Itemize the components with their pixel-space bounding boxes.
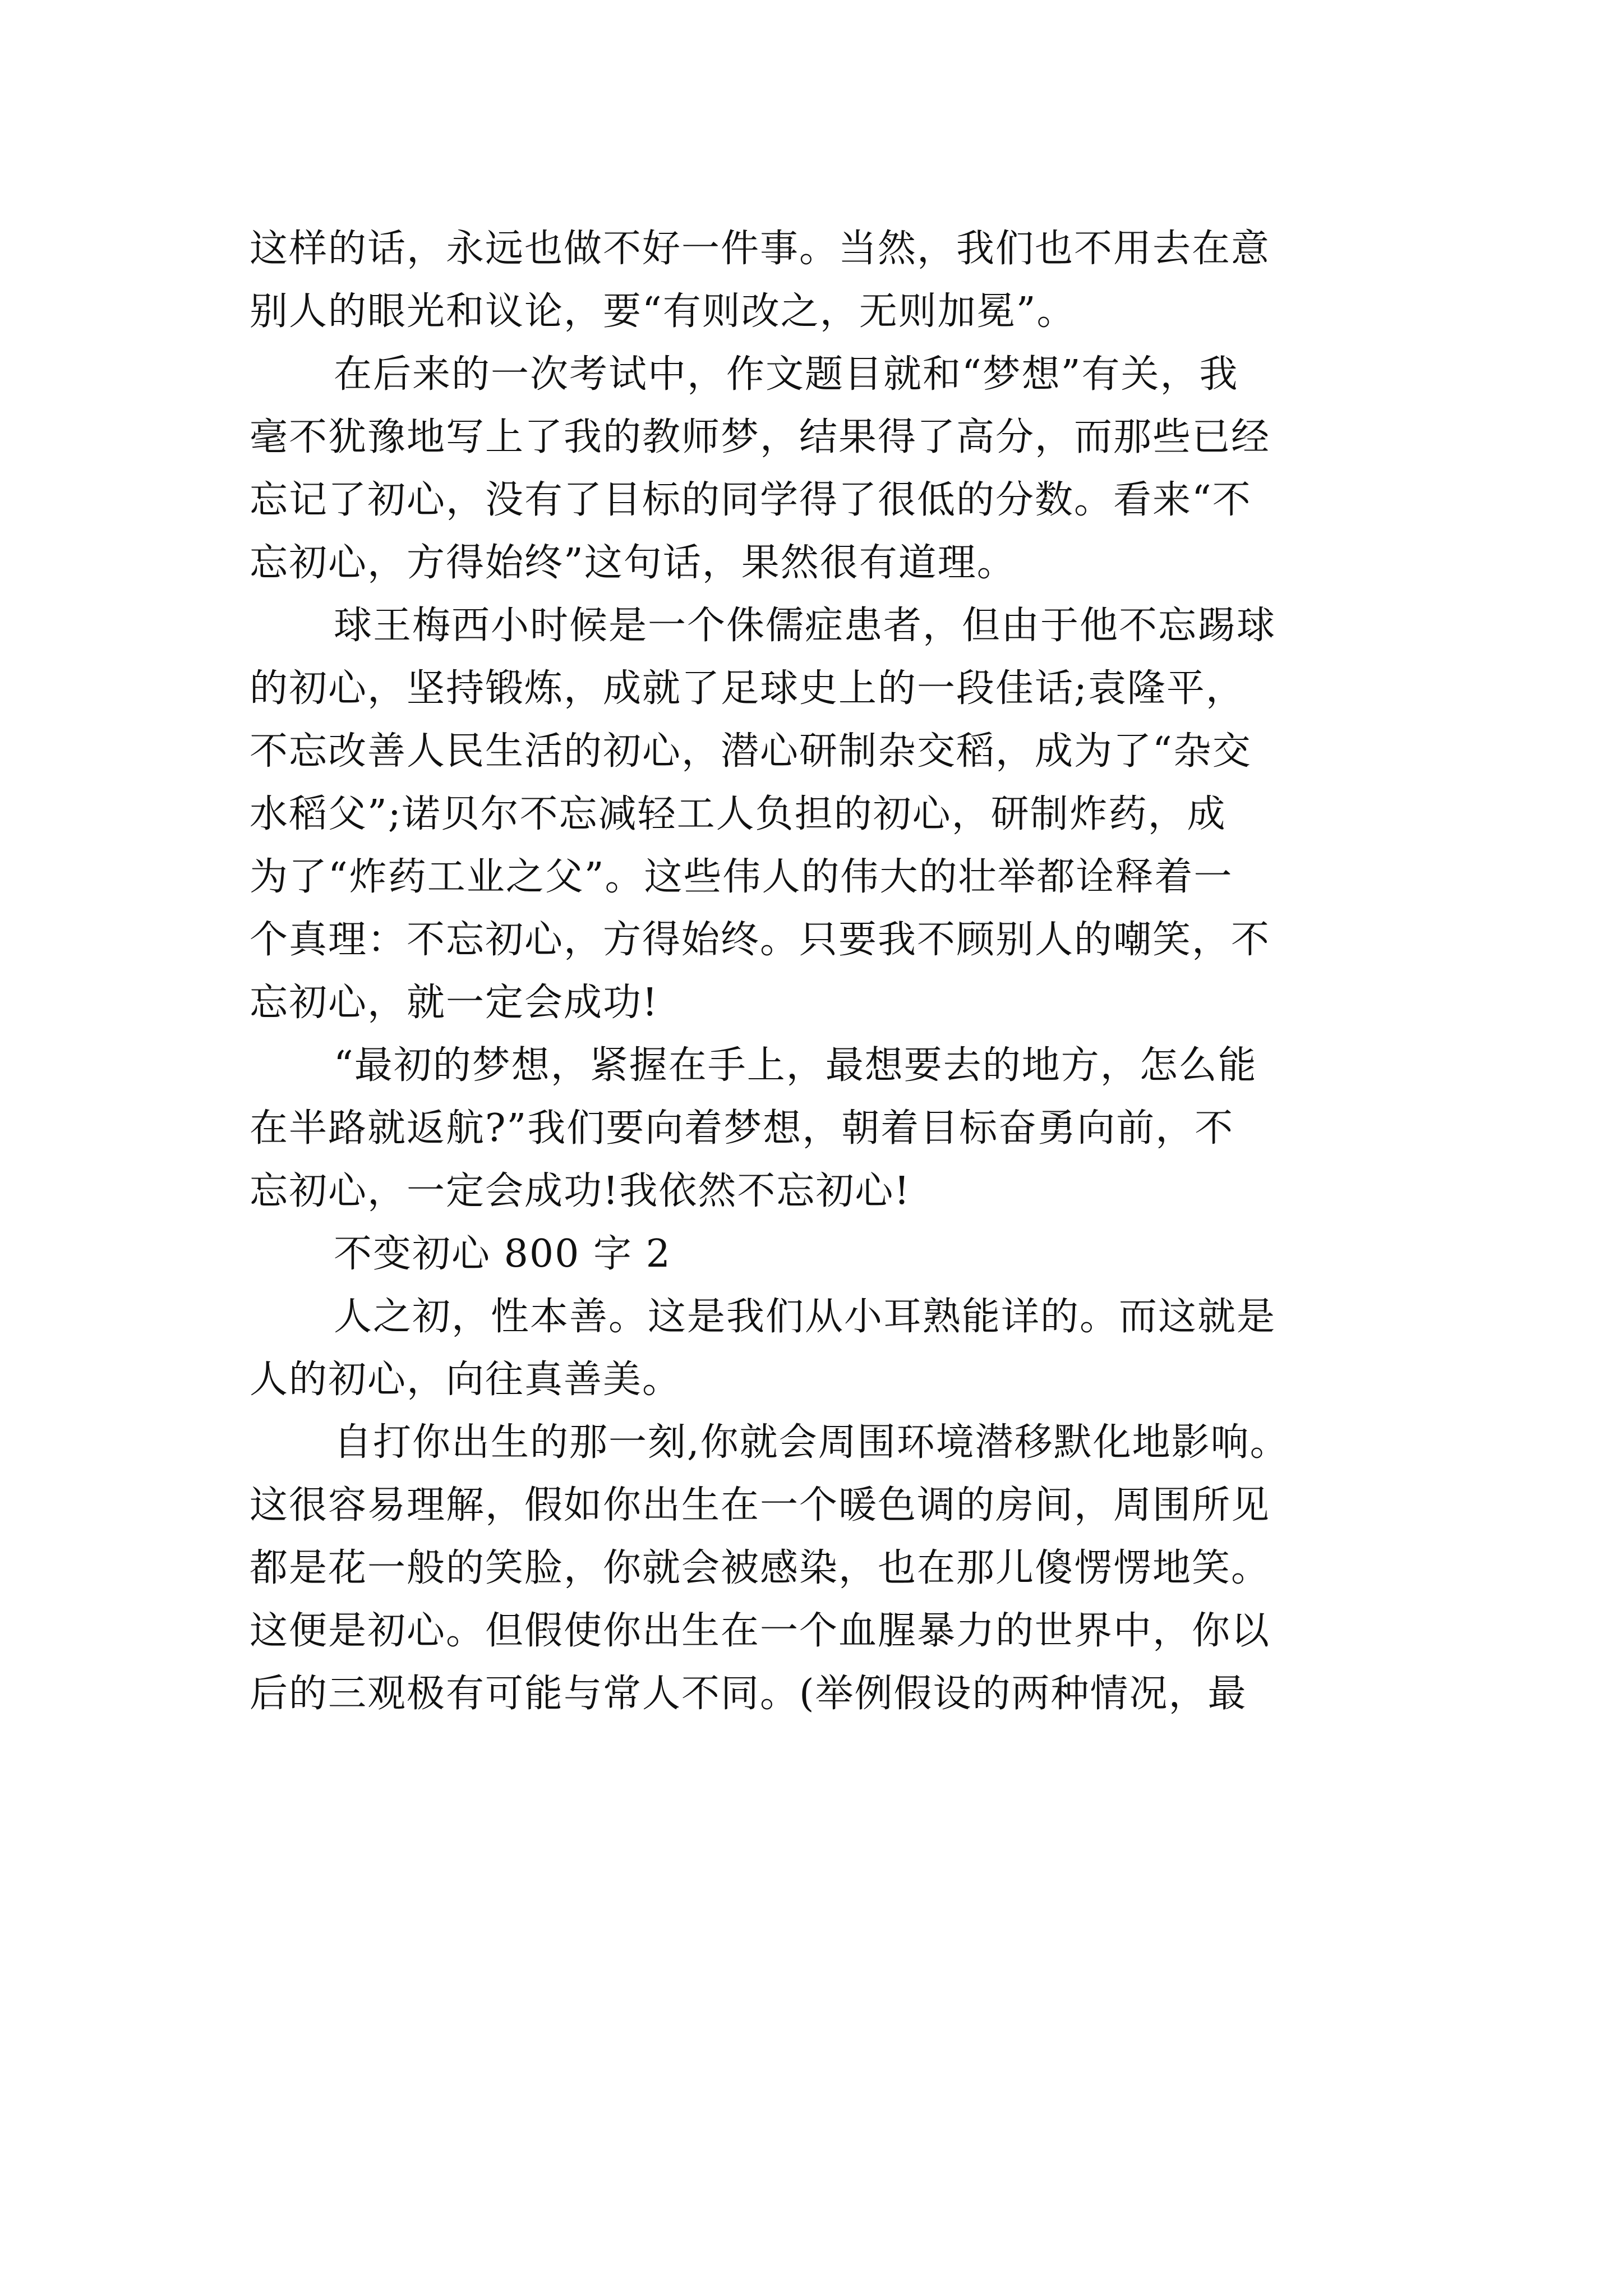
text-line: 毫不犹豫地写上了我的教师梦，结果得了高分，而那些已经 xyxy=(250,415,1271,459)
text-line: 自打你出生的那一刻,你就会周围环境潜移默化地影响。 xyxy=(334,1420,1289,1465)
text-line: 忘记了初心，没有了目标的同学得了很低的分数。看来“不 xyxy=(250,478,1252,522)
text-line: 人的初心，向往真善美。 xyxy=(250,1358,682,1402)
text-line: 水稻父”;诺贝尔不忘减轻工人负担的初心，研制炸药，成 xyxy=(250,792,1227,836)
text-line: 在半路就返航?”我们要向着梦想，朝着目标奋勇向前，不 xyxy=(250,1106,1234,1151)
text-line: 忘初心，一定会成功!我依然不忘初心! xyxy=(250,1169,911,1213)
text-line: 为了“炸药工业之父”。这些伟人的伟大的壮举都诠释着一 xyxy=(250,855,1233,899)
text-line: 球王梅西小时候是一个侏儒症患者，但由于他不忘踢球 xyxy=(334,604,1276,648)
text-line: 人之初，性本善。这是我们从小耳熟能详的。而这就是 xyxy=(334,1295,1276,1339)
text-line: 的初心，坚持锻炼，成就了足球史上的一段佳话;袁隆平， xyxy=(250,666,1245,711)
text-line: 后的三观极有可能与常人不同。(举例假设的两种情况，最 xyxy=(250,1672,1247,1716)
text-line: 忘初心，方得始终”这句话，果然很有道理。 xyxy=(250,541,1016,585)
text-line: 这样的话，永远也做不好一件事。当然，我们也不用去在意 xyxy=(250,227,1271,271)
text-line: 这便是初心。但假使你出生在一个血腥暴力的世界中，你以 xyxy=(250,1609,1271,1653)
text-line: “最初的梦想，紧握在手上，最想要去的地方，怎么能 xyxy=(334,1043,1257,1088)
text-line: 忘初心，就一定会成功! xyxy=(250,981,659,1025)
body-text xyxy=(250,218,1388,1726)
text-line: 在后来的一次考试中，作文题目就和“梦想”有关，我 xyxy=(334,352,1239,397)
text-line: 别人的眼光和议论，要“有则改之，无则加冕”。 xyxy=(250,289,1076,334)
text-line: 都是花一般的笑脸，你就会被感染，也在那儿傻愣愣地笑。 xyxy=(250,1546,1271,1590)
text-line: 这很容易理解，假如你出生在一个暖色调的房间，周围所见 xyxy=(250,1483,1271,1527)
section-heading: 不变初心 800 字 2 xyxy=(334,1232,671,1276)
text-line: 个真理：不忘初心，方得始终。只要我不顾别人的嘲笑，不 xyxy=(250,918,1271,962)
text-line: 不忘改善人民生活的初心，潜心研制杂交稻，成为了“杂交 xyxy=(250,729,1252,774)
